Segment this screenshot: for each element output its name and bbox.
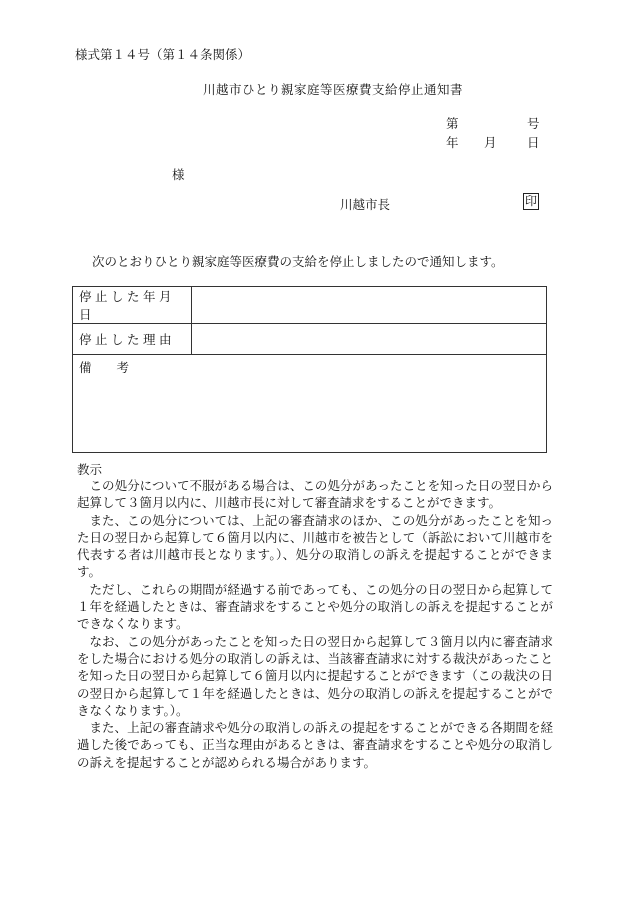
document-title: 川越市ひとり親家庭等医療費支給停止通知書 bbox=[202, 82, 463, 97]
date-day-label: 日 bbox=[527, 135, 540, 150]
instruction-paragraph: また、この処分については、上記の審査請求のほか、この処分があったことを知った日の翌日から起算して６箇月以内に、川越市を被告として（訴訟において川越市を代表する者は川越市長となります。）、処分の取消しの訴えを提起することができます。 bbox=[77, 512, 553, 580]
number-prefix: 第 bbox=[446, 116, 459, 131]
instructions-body bbox=[77, 477, 553, 771]
instructions-heading: 教示 bbox=[77, 462, 103, 477]
date-year-label: 年 bbox=[446, 135, 459, 150]
stop-date-value[interactable] bbox=[192, 287, 547, 324]
addressee-honorific: 様 bbox=[172, 167, 185, 182]
intro-text: 次のとおりひとり親家庭等医療費の支給を停止しましたので通知します。 bbox=[92, 254, 504, 269]
stop-reason-label: 停止した理由 bbox=[73, 324, 192, 355]
instruction-paragraph: ただし、これらの期間が経過する前であっても、この処分の日の翌日から起算して１年を経過したときは、審査請求をすることや処分の取消しの訴えを提起することができなくなります。 bbox=[77, 581, 553, 632]
stop-reason-value[interactable] bbox=[192, 324, 547, 355]
instruction-paragraph: この処分について不服がある場合は、この処分があったことを知った日の翌日から起算して３箇月以内に、川越市長に対して審査請求をすることができます。 bbox=[77, 478, 553, 511]
instruction-paragraph: なお、この処分があったことを知った日の翌日から起算して３箇月以内に審査請求をした場合における処分の取消しの訴えは、当該審査請求に対する裁決があったことを知った日の翌日から起算して６箇月以内に提起することができます（この裁決の日の翌日から起算して１年を経過したときは、処分の取消しの訴えを提起することができなくなります。）。 bbox=[77, 633, 553, 718]
stop-date-label: 停止した年月日 bbox=[73, 287, 192, 324]
date-month-label: 月 bbox=[484, 135, 497, 150]
number-suffix: 号 bbox=[527, 116, 540, 131]
remarks-label: 備 考 bbox=[79, 360, 130, 375]
seal-mark: 印 bbox=[524, 194, 537, 208]
form-number: 様式第１４号（第１４条関係） bbox=[75, 47, 251, 62]
sender-title: 川越市長 bbox=[340, 197, 391, 212]
info-table bbox=[72, 286, 547, 453]
remarks-cell[interactable] bbox=[73, 355, 547, 453]
instruction-paragraph: また、上記の審査請求や処分の取消しの訴えの提起をすることができる各期間を経過した後であっても、正当な理由があるときは、審査請求をすることや処分の取消しの訴えを提起することが認められる場合があります。 bbox=[77, 720, 553, 770]
table-row bbox=[73, 287, 547, 324]
table-row bbox=[73, 355, 547, 453]
table-row bbox=[73, 324, 547, 355]
